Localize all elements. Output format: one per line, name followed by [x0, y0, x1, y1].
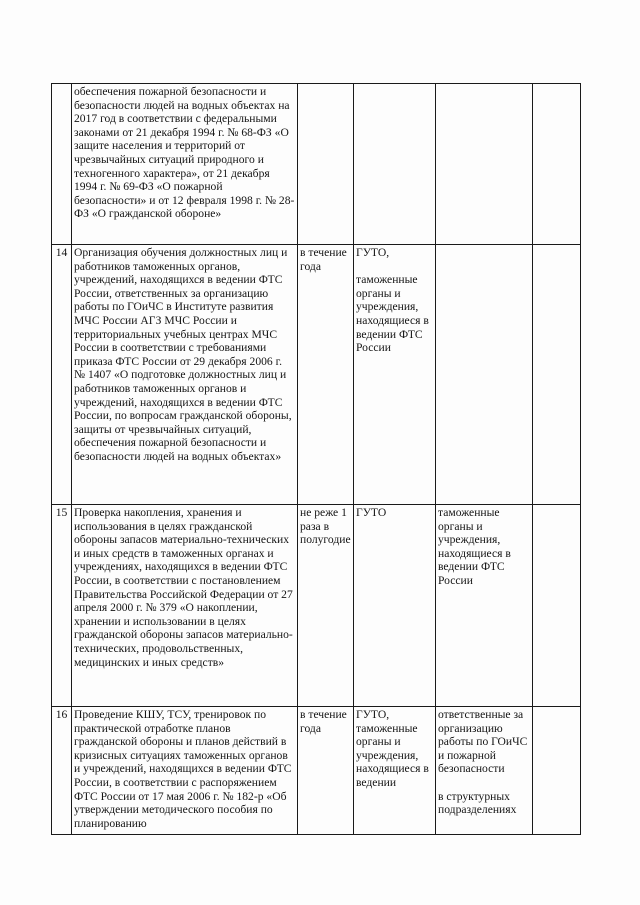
row-mark — [533, 707, 581, 835]
row-responsible — [436, 245, 533, 505]
row-content: Проведение КШУ, ТСУ, тренировок по практической отработке планов гражданской обороны и планов действий в кризисных ситуациях таможенных органов и учреждений, находящихся в ведении ФТС России, в соответствии с распоряжением ФТС России от 17 мая 2006 г. № 182-р «Об утверждении методического пособия по планированию — [72, 707, 298, 835]
row-number — [52, 84, 72, 245]
table-row — [52, 707, 581, 835]
row-number: 15 — [52, 505, 72, 707]
row-responsible — [436, 707, 533, 835]
row-executor — [354, 707, 436, 835]
row-executor-line1: ГУТО, — [356, 708, 390, 721]
row-term: в течение года — [298, 245, 354, 505]
plan-table — [51, 83, 581, 835]
row-executor-line2: таможенные органы и учреждения, находящиеся в ведении ФТС России — [356, 273, 429, 355]
row-term — [298, 84, 354, 245]
row-content: Проверка накопления, хранения и использования в целях гражданской обороны запасов материально-технических и иных средств в таможенных органах и учреждениях, находящихся в ведении ФТС России, в соответствии с постановлением Правительства Российской Федерации от 27 апреля 2000 г. № 379 «О накоплении, хранении и использовании в целях гражданской обороны запасов материально-технических, продовольственных, медицинских и иных средств» — [72, 505, 298, 707]
row-responsible: таможенные органы и учреждения, находящиеся в ведении ФТС России — [436, 505, 533, 707]
table-row — [52, 245, 581, 505]
row-mark — [533, 84, 581, 245]
row-number: 16 — [52, 707, 72, 835]
row-responsible-line2: в структурных подразделениях — [438, 789, 517, 817]
row-executor-line2: таможенные органы и учреждения, находящиеся в ведении — [356, 721, 429, 789]
table-row — [52, 505, 581, 707]
row-content: обеспечения пожарной безопасности и безопасности людей на водных объектах на 2017 год в соответствии с федеральными законами от 21 декабря 1994 г. № 68-ФЗ «О защите населения и территорий от чрезвычайных ситуаций природного и техногенного характера», от 21 декабря 1994 г. № 69-ФЗ «О пожарной безопасности» и от 12 февраля 1998 г. № 28-ФЗ «О гражданской обороне» — [72, 84, 298, 245]
row-number: 14 — [52, 245, 72, 505]
row-term: не реже 1 раза в полугодие — [298, 505, 354, 707]
row-executor: ГУТО — [354, 505, 436, 707]
row-content: Организация обучения должностных лиц и работников таможенных органов, учреждений, находящихся в ведении ФТС России, ответственных за организацию работы по ГОиЧС в Институте развития МЧС России АГЗ МЧС России и территориальных учебных центрах МЧС России в соответствии с требованиями приказа ФТС России от 29 декабря 2006 г. № 1407 «О подготовке должностных лиц и работников таможенных органов и учреждений, находящихся в ведении ФТС России, по вопросам гражданской обороны, защиты от чрезвычайных ситуаций, обеспечения пожарной безопасности и безопасности людей на водных объектах» — [72, 245, 298, 505]
row-executor — [354, 84, 436, 245]
row-executor — [354, 245, 436, 505]
row-responsible — [436, 84, 533, 245]
row-mark — [533, 245, 581, 505]
table-row — [52, 84, 581, 245]
row-mark — [533, 505, 581, 707]
row-term: в течение года — [298, 707, 354, 835]
row-executor-line1: ГУТО, — [356, 246, 390, 259]
row-responsible-line1: ответственные за организацию работы по ГОиЧС и пожарной безопасности — [438, 708, 528, 776]
